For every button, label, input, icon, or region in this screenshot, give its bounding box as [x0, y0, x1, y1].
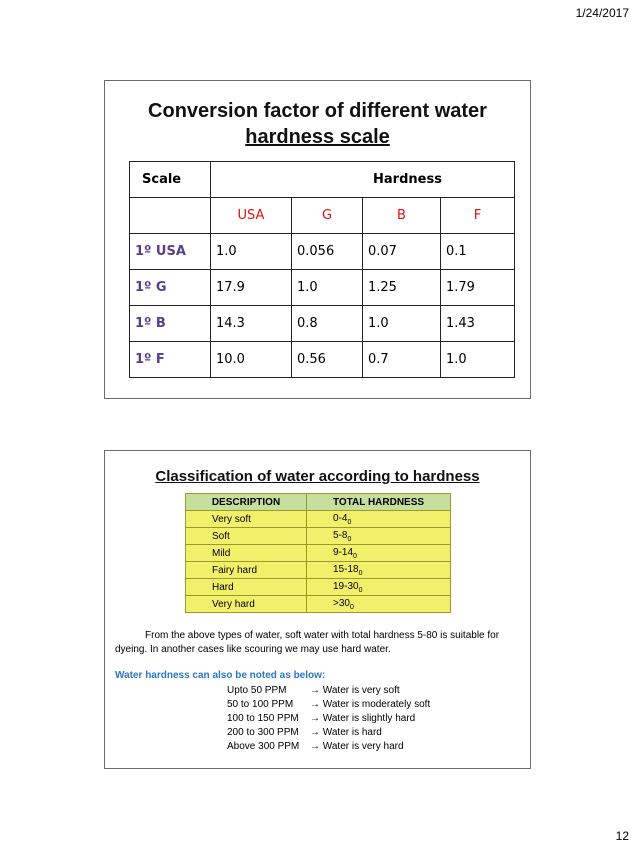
table-row	[130, 234, 515, 270]
arrow-icon: →	[310, 713, 320, 724]
row-label: 1º B	[130, 306, 211, 342]
hardness-value: 9-14	[333, 546, 354, 558]
total-hardness-header: TOTAL HARDNESS	[307, 494, 451, 511]
value-cell: 0.56	[292, 342, 363, 378]
hardness-value: 19-30	[333, 580, 359, 592]
hardness-unit: 0	[353, 552, 357, 560]
slide2-title: Classification of water according to hardness	[155, 468, 480, 485]
hardness-cell	[307, 562, 451, 579]
ppm-meaning: Water is very soft	[322, 685, 400, 696]
conversion-table	[129, 161, 515, 378]
ppm-meaning: Water is hard	[322, 727, 382, 738]
description-cell: Very soft	[186, 511, 307, 528]
hardness-cell	[307, 545, 451, 562]
page-number: 12	[615, 829, 629, 843]
row-label: 1º G	[130, 270, 211, 306]
ppm-line	[227, 712, 430, 726]
table-row	[130, 306, 515, 342]
unit-cell: USA	[211, 198, 292, 234]
value-cell: 10.0	[211, 342, 292, 378]
unit-cell: B	[363, 198, 441, 234]
hardness-value: >30	[333, 597, 350, 609]
slide-water-classification	[104, 450, 531, 769]
suitability-paragraph: From the above types of water, soft water with total hardness 5-80 is suitable for dyeing. In another cases like scouring we may use hard water.	[115, 630, 500, 655]
ppm-range: 50 to 100 PPM	[227, 699, 294, 710]
hardness-cell	[307, 511, 451, 528]
arrow-icon: →	[310, 685, 320, 696]
value-cell: 1.0	[211, 234, 292, 270]
value-cell: 1.43	[441, 306, 515, 342]
slide-conversion-factor	[104, 80, 531, 399]
ppm-range: 200 to 300 PPM	[227, 727, 299, 738]
description-cell: Mild	[186, 545, 307, 562]
value-cell: 0.8	[292, 306, 363, 342]
table-header-row	[130, 162, 515, 198]
value-cell: 0.07	[363, 234, 441, 270]
classification-table	[185, 493, 451, 613]
ppm-line	[227, 740, 430, 754]
units-blank-cell	[130, 198, 211, 234]
value-cell: 1.25	[363, 270, 441, 306]
units-row	[130, 198, 515, 234]
table-row	[130, 270, 515, 306]
table-row	[186, 579, 451, 596]
ppm-range: Upto 50 PPM	[227, 685, 287, 696]
ppm-note-heading: Water hardness can also be noted as below:	[115, 670, 326, 681]
hardness-cell	[307, 596, 451, 613]
table-row	[186, 511, 451, 528]
value-cell: 1.0	[441, 342, 515, 378]
ppm-range: Above 300 PPM	[227, 741, 300, 752]
ppm-line	[227, 698, 430, 712]
slide1-title-line1: Conversion factor of different water	[148, 100, 487, 122]
description-cell: Soft	[186, 528, 307, 545]
hardness-value: 5-8	[333, 529, 348, 541]
description-cell: Very hard	[186, 596, 307, 613]
hardness-cell	[307, 579, 451, 596]
scale-header: Scale	[130, 162, 211, 198]
date-label: 1/24/2017	[575, 6, 629, 20]
value-cell: 14.3	[211, 306, 292, 342]
ppm-list	[227, 684, 430, 754]
hardness-unit: 0	[349, 603, 354, 611]
unit-cell: F	[441, 198, 515, 234]
slide1-title-line2: hardness scale	[245, 126, 390, 148]
row-label: 1º F	[130, 342, 211, 378]
value-cell: 1.79	[441, 270, 515, 306]
ppm-line	[227, 726, 430, 740]
table-row	[186, 545, 451, 562]
table-row	[186, 596, 451, 613]
ppm-line	[227, 684, 430, 698]
ppm-range: 100 to 150 PPM	[227, 713, 299, 724]
row-label: 1º USA	[130, 234, 211, 270]
ppm-meaning: Water is moderately soft	[322, 699, 431, 710]
table-row	[186, 562, 451, 579]
ppm-meaning: Water is very hard	[322, 741, 404, 752]
hardness-unit: 0	[358, 586, 363, 594]
hardness-header: Hardness	[211, 162, 515, 198]
value-cell: 1.0	[363, 306, 441, 342]
unit-cell: G	[292, 198, 363, 234]
description-header: DESCRIPTION	[186, 494, 307, 511]
value-cell: 0.056	[292, 234, 363, 270]
hardness-unit: 0	[358, 569, 363, 577]
hardness-unit: 0	[347, 535, 352, 543]
hardness-value: 15-18	[333, 563, 359, 575]
table-row	[186, 528, 451, 545]
arrow-icon: →	[310, 699, 320, 710]
arrow-icon: →	[310, 727, 320, 738]
value-cell: 17.9	[211, 270, 292, 306]
arrow-icon: →	[310, 741, 320, 752]
value-cell: 1.0	[292, 270, 363, 306]
description-cell: Hard	[186, 579, 307, 596]
ppm-meaning: Water is slightly hard	[322, 713, 416, 724]
hardness-cell	[307, 528, 451, 545]
value-cell: 0.7	[363, 342, 441, 378]
slide1-title	[105, 98, 530, 150]
table-header-row	[186, 494, 451, 511]
hardness-unit: 0	[347, 518, 352, 526]
value-cell: 0.1	[441, 234, 515, 270]
table-row	[130, 342, 515, 378]
description-cell: Fairy hard	[186, 562, 307, 579]
hardness-value: 0-4	[333, 512, 348, 524]
